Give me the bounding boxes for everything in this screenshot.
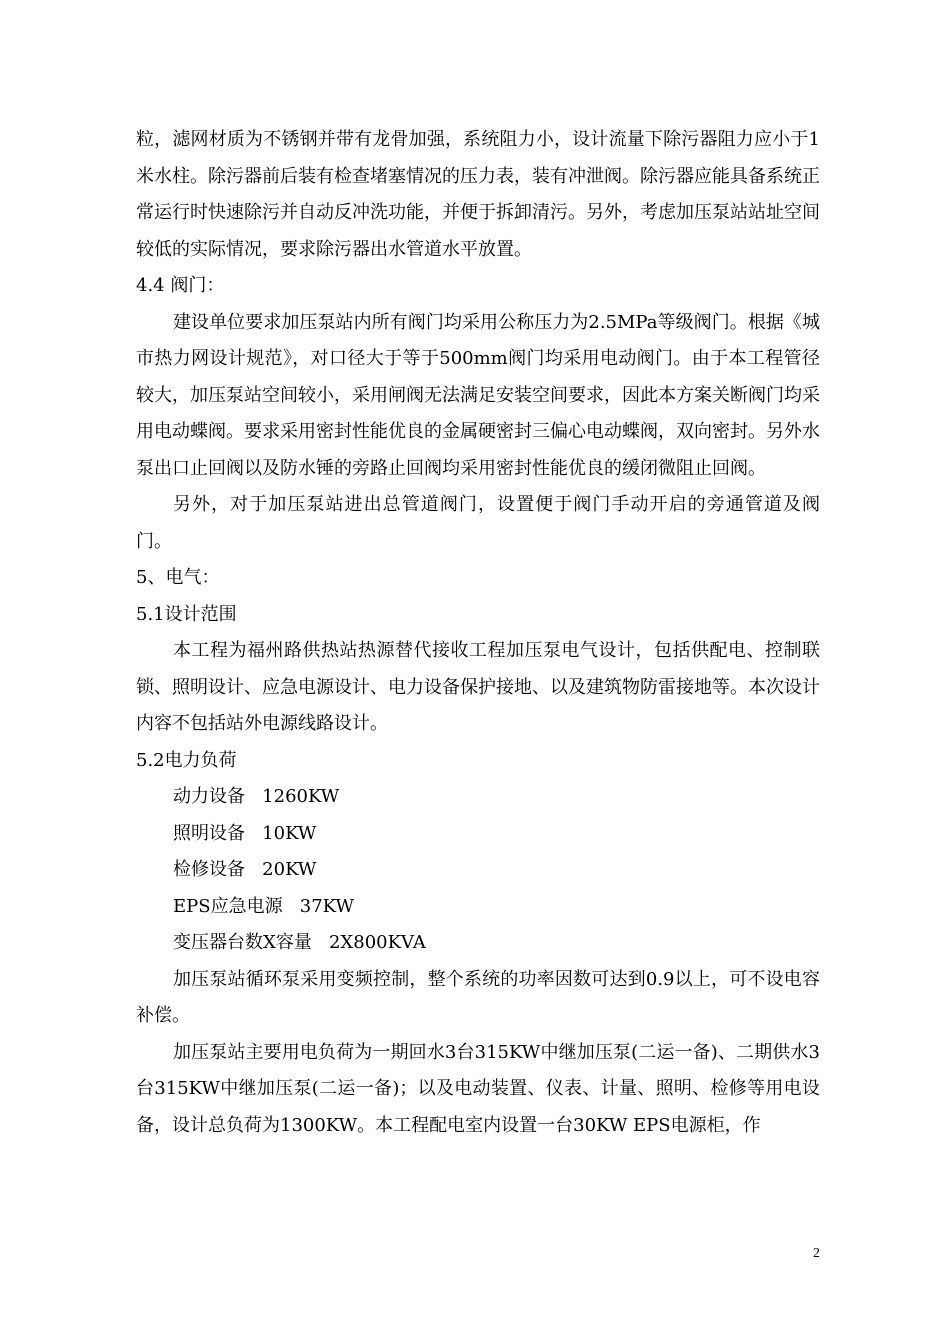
section-heading-5-electrical: 5、电气： xyxy=(136,567,220,588)
load-item-lighting-equipment: 照明设备 10KW xyxy=(173,822,317,844)
paragraph-power-factor: 加压泵站循环泵采用变频控制，整个系统的功率因数可达到0.9以上，可不设电容补偿。 xyxy=(136,968,820,1026)
load-item-power-equipment: 动力设备 1260KW xyxy=(173,786,340,807)
section-heading-5-1-design-scope: 5.1设计范围 xyxy=(136,603,237,625)
paragraph-design-scope: 本工程为福州路供热站热源替代接收工程加压泵电气设计，包括供配电、控制联锁、照明设计、应急电源设计、电力设备保护接地、以及建筑物防雷接地等。本次设计内容不包括站外电源线路设计。 xyxy=(136,640,820,734)
page-number: 2 xyxy=(813,1246,820,1261)
paragraph-valve-requirements: 建设单位要求加压泵站内所有阀门均采用公称压力为2.5MPa等级阀门。根据《城市热力网设计规范》，对口径大于等于500mm阀门均采用电动阀门。由于本工程管径较大，加压泵站空间较小，采用闸阀无法满足安装空间要求，因此本方案关断阀门均采用电动蝶阀。要求采用密封性能优良的金属硬密封三偏心电动蝶阀，双向密封。另外水泵出口止回阀以及防水锤的旁路止回阀均采用密封性能优良的缓闭微阻止回阀。 xyxy=(136,311,820,479)
document-body xyxy=(136,122,820,1144)
paragraph-main-loads: 加压泵站主要用电负荷为一期回水3台315KW中继加压泵(二运一备)、二期供水3台315KW中继加压泵(二运一备)；以及电动装置、仪表、计量、照明、检修等用电设备，设计总负荷为1300KW。本工程配电室内设置一台30KW EPS电源柜，作 xyxy=(136,1041,820,1136)
section-heading-5-2-power-load: 5.2电力负荷 xyxy=(136,749,237,771)
section-heading-4-4-valves: 4.4 阀门： xyxy=(136,275,225,296)
paragraph-bypass-valves: 另外，对于加压泵站进出总管道阀门，设置便于阀门手动开启的旁通管道及阀门。 xyxy=(136,494,820,552)
paragraph-filter-continuation: 粒，滤网材质为不锈钢并带有龙骨加强，系统阻力小，设计流量下除污器阻力应小于1米水柱。除污器前后装有检查堵塞情况的压力表，装有冲泄阀。除污器应能具备系统正常运行时快速除污并自动反冲洗功能，并便于拆卸清污。另外，考虑加压泵站站址空间较低的实际情况，要求除污器出水管道水平放置。 xyxy=(136,129,820,260)
load-item-transformer: 变压器台数X容量 2X800KVA xyxy=(173,932,426,953)
load-item-eps-power: EPS应急电源 37KW xyxy=(173,895,354,917)
load-item-maintenance-equipment: 检修设备 20KW xyxy=(173,859,317,880)
